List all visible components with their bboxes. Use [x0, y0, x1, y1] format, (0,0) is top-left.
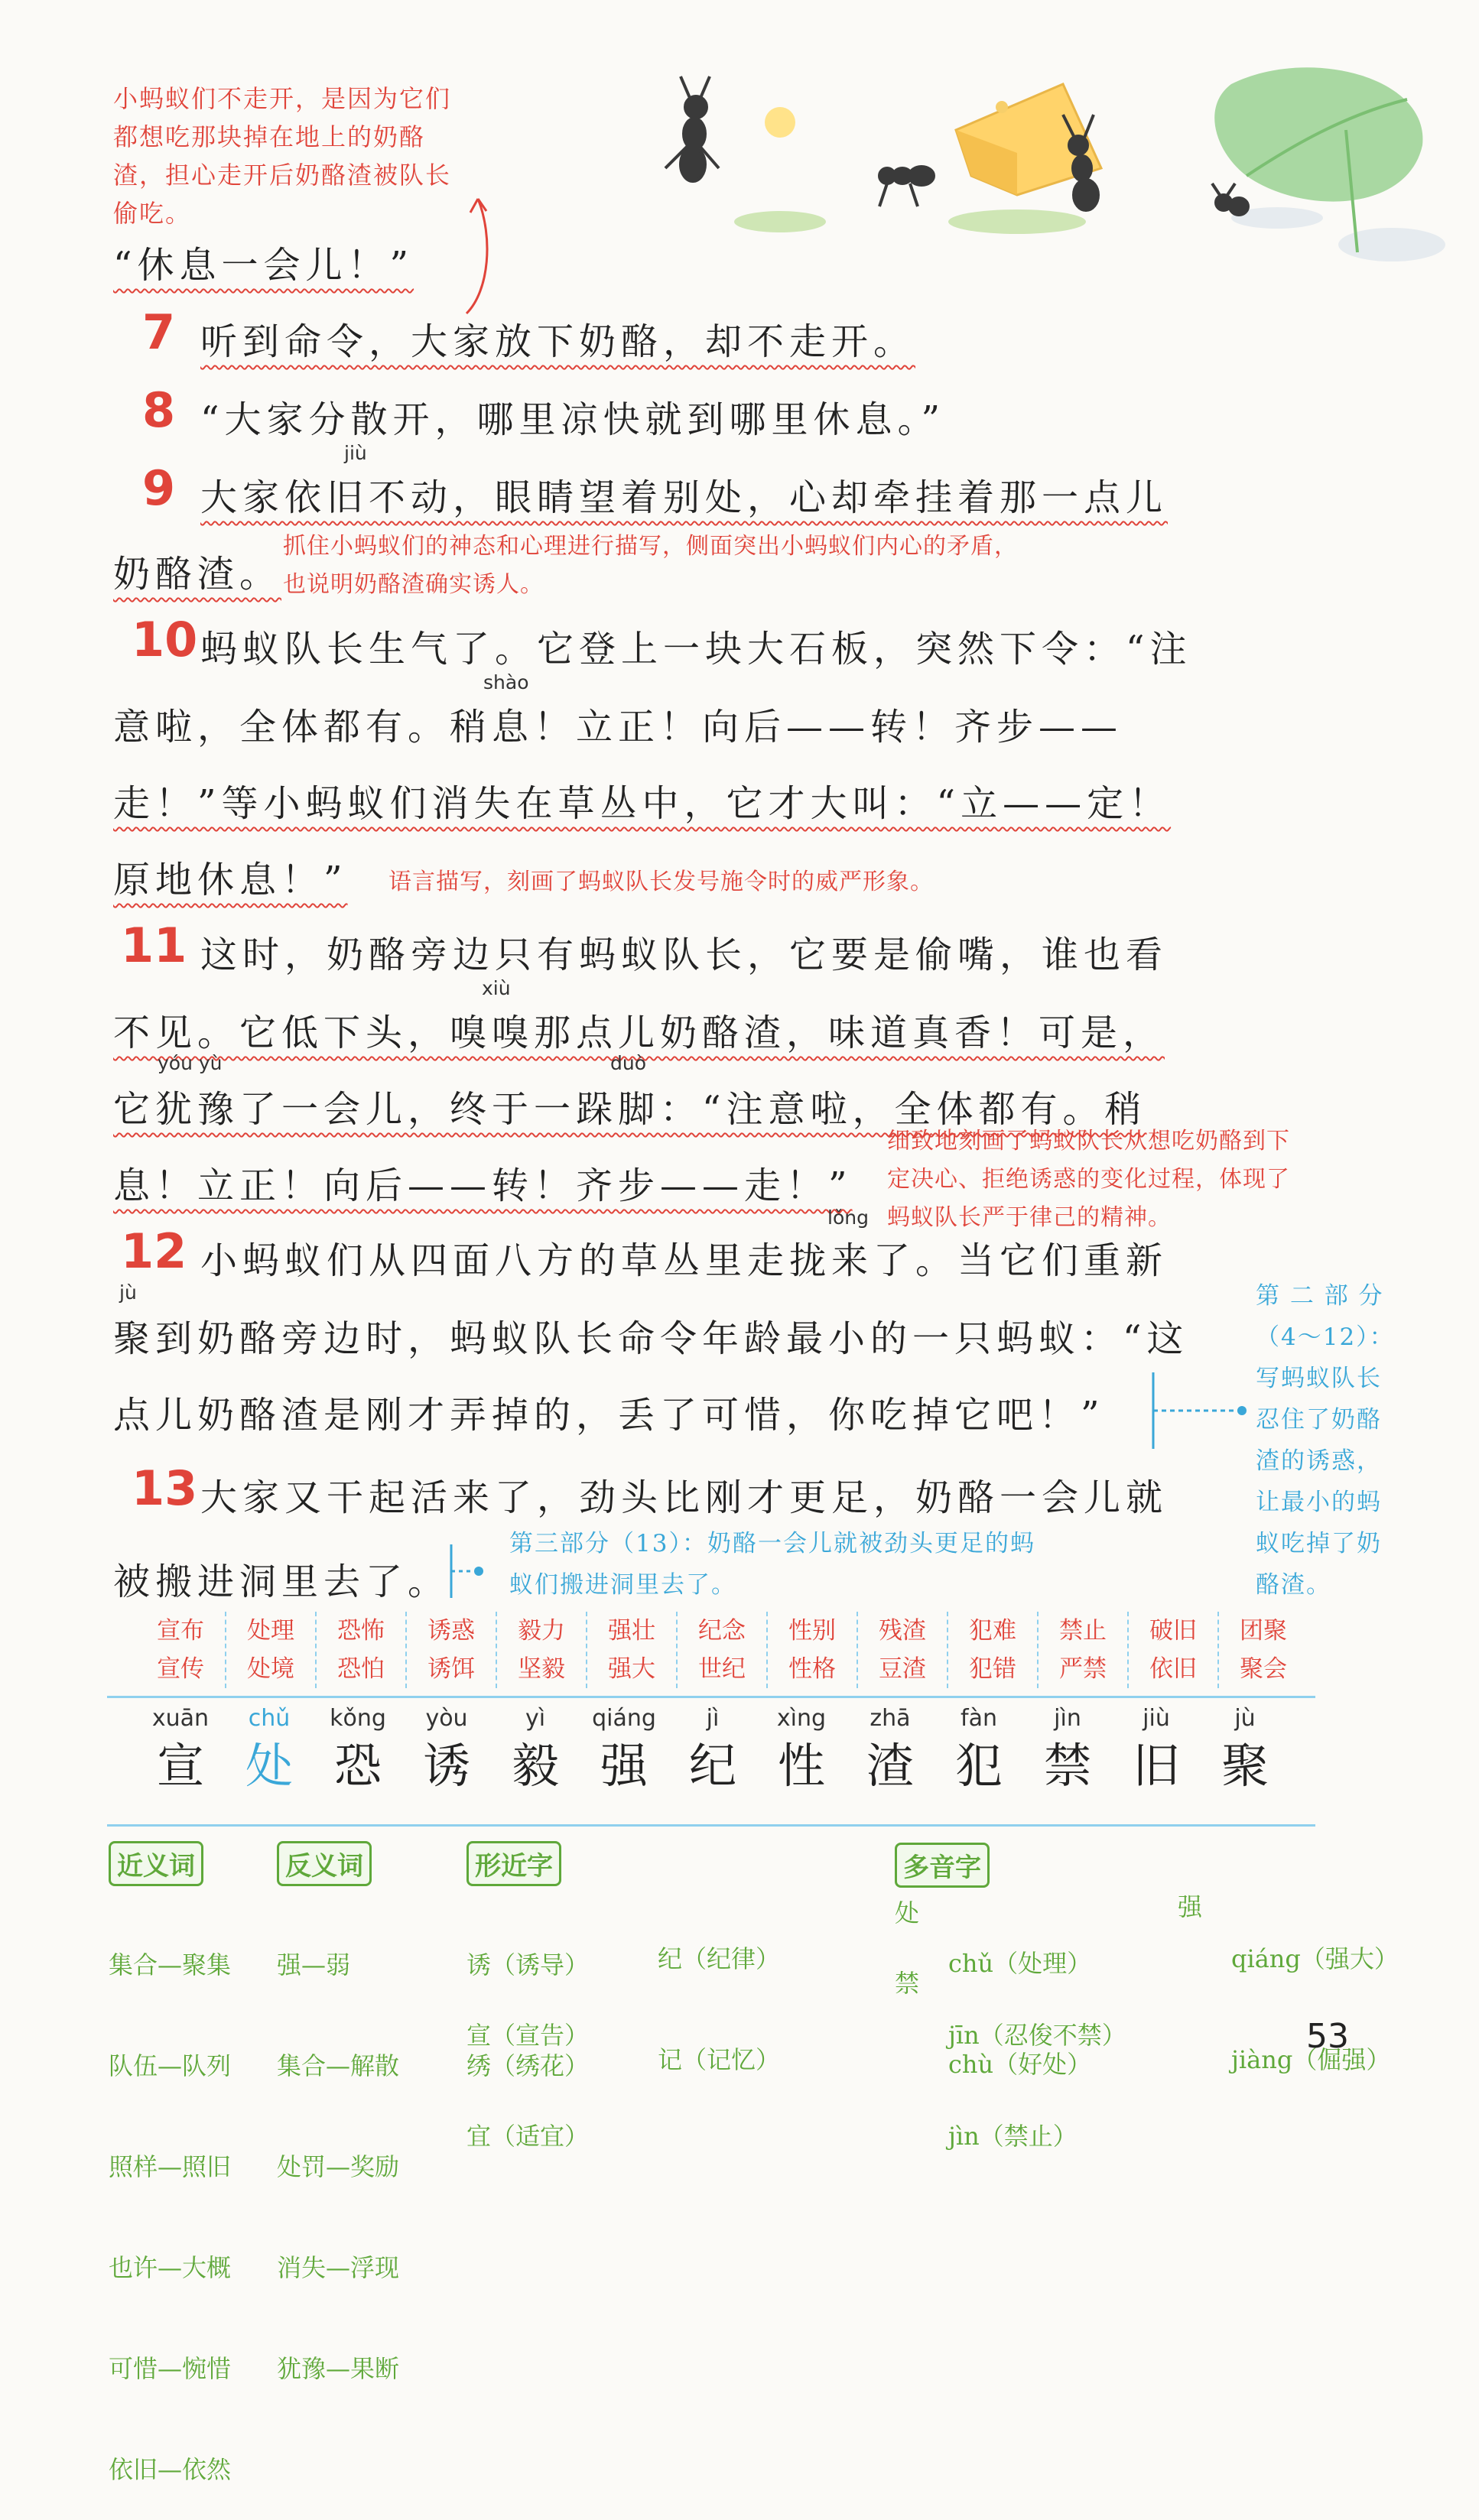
word-column: [1039, 1612, 1129, 1688]
pinyin: jù: [119, 1281, 137, 1304]
paragraph-13-line: 大家又干起活来了，劲头比刚才更足，奶酪一会儿就: [200, 1476, 1169, 1519]
antonym-item: 集合—解散: [277, 2051, 400, 2080]
character-pinyin: xìng: [776, 1705, 827, 1732]
word: 纪念: [698, 1617, 746, 1645]
pinyin: duò: [610, 1052, 647, 1074]
character: 恐: [333, 1738, 382, 1794]
similar-item: 宣（宣告）: [466, 2021, 590, 2050]
character-pinyin: jù: [1234, 1705, 1256, 1732]
part3-annotation: 第三部分（13）：奶酪一会儿就被劲头更足的蚂 蚁们搬进洞里去了。: [509, 1530, 1035, 1599]
similar-item: 绣（绣花）: [466, 2051, 590, 2080]
paragraph-number: 13: [132, 1460, 198, 1516]
synonyms-list: [109, 1881, 231, 2520]
annotation-p10: 语言描写，刻画了蚂蚁队长发号施令时的威严形象。: [388, 869, 934, 895]
part2-annotation: 第 二 部 分 （4～12）： 写蚂蚁队长 忍住了奶酪 渣的诱惑， 让最小的蚂 蚁吃掉了奶 酪渣。: [1256, 1282, 1395, 1599]
character-pinyin: qiáng: [592, 1705, 656, 1732]
word-column: [407, 1612, 497, 1688]
word: 恐怕: [337, 1655, 385, 1683]
pinyin: lǒng: [827, 1206, 869, 1229]
similar-item: 记（记忆）: [658, 2045, 781, 2074]
divider: [107, 1824, 1315, 1827]
character-item: [1023, 1705, 1112, 1797]
character-item: [402, 1705, 491, 1797]
paragraph-number: 12: [121, 1223, 187, 1279]
part3-connector: [436, 1537, 497, 1606]
character-item: [314, 1705, 402, 1797]
word: 残渣: [879, 1617, 926, 1645]
paragraph-11-line: 它犹豫了一会儿，终于一跺脚：“注意啦，全体都有。稍: [113, 1088, 1147, 1131]
synonym-item: 可惜—惋惜: [109, 2354, 232, 2383]
paragraph-8: “大家分散开，哪里凉快就到哪里休息。”: [200, 398, 946, 441]
character: 处: [245, 1738, 293, 1794]
synonym-item: 照样—照旧: [109, 2152, 232, 2181]
character-pinyin: jiù: [1143, 1705, 1170, 1732]
antonym-item: 强—弱: [277, 1950, 351, 1979]
word: 性格: [788, 1655, 836, 1683]
new-characters: [136, 1705, 1289, 1797]
word: 禁止: [1059, 1617, 1107, 1645]
page-number: 53: [1306, 2017, 1349, 2056]
paragraph-11-line: 这时，奶酪旁边只有蚂蚁队长，它要是偷嘴，谁也看: [200, 934, 1169, 976]
similar-item: 纪（纪律）: [658, 1944, 781, 1973]
character-pinyin: yì: [525, 1705, 546, 1732]
word-column: [587, 1612, 678, 1688]
polyphone-readings: [1231, 1875, 1399, 2110]
word-column: [768, 1612, 858, 1688]
antonym-item: 犹豫—果断: [277, 2354, 400, 2383]
word: 强壮: [608, 1617, 655, 1645]
character: 禁: [1043, 1738, 1091, 1794]
paragraph-10-line: 蚂蚁队长生气了。它登上一块大石板，突然下令：“注: [200, 628, 1192, 671]
word-column: [678, 1612, 768, 1688]
paragraph-number: 7: [142, 304, 176, 360]
character-pinyin: xuān: [151, 1705, 210, 1732]
intro-quote: “休息一会儿！”: [113, 244, 414, 287]
synonym-item: 依旧—依然: [109, 2455, 232, 2484]
intro-annotation: 小蚂蚁们不走开，是因为它们 都想吃那块掉在地上的奶酪 渣，担心走开后奶酪渣被队长 偷吃。: [113, 84, 452, 228]
paragraph-11-line: 不见。它低下头，嗅嗅那点儿奶酪渣，味道真香！可是，: [113, 1012, 1165, 1054]
character: 纪: [688, 1738, 736, 1794]
polyphone-char: 强: [1178, 1892, 1203, 1921]
word-column: [858, 1612, 948, 1688]
paragraph-number: 8: [142, 382, 176, 438]
word: 处境: [247, 1655, 294, 1683]
paragraph-10-text: 意啦，全体都有。稍息！立正！向后——转！齐步——: [113, 706, 1123, 749]
part2-bracket: [1147, 1369, 1254, 1453]
polyphone-reading: qiáng（强大）: [1231, 1944, 1399, 1973]
synonym-item: 集合—聚集: [109, 1950, 232, 1979]
polyphone-char: 处: [895, 1898, 920, 1927]
character-pinyin: jìn: [1054, 1705, 1081, 1732]
character: 性: [777, 1738, 825, 1794]
character-item: [491, 1705, 580, 1797]
character: 毅: [511, 1738, 559, 1794]
word-column: [226, 1612, 317, 1688]
word-column: [1219, 1612, 1308, 1688]
character-item: [846, 1705, 935, 1797]
similar-chars-label: 形近字: [466, 1841, 561, 1886]
paragraph-number: 11: [121, 917, 187, 973]
word-column: [136, 1612, 226, 1688]
ants-cheese-illustration: [635, 61, 1461, 291]
synonym-item: 也许—大概: [109, 2253, 232, 2282]
similar-item: 诱（诱导）: [466, 1950, 590, 1979]
word: 诱饵: [427, 1655, 475, 1683]
word: 聚会: [1240, 1655, 1287, 1683]
word: 犯难: [969, 1617, 1016, 1645]
polyphone-reading: jiàng（倔强）: [1231, 2045, 1391, 2074]
antonym-item: 消失—浮现: [277, 2253, 400, 2282]
paragraph-9-line: 大家依旧不动，眼睛望着别处，心却牵挂着那一点儿: [200, 476, 1169, 519]
character: 渣: [866, 1738, 914, 1794]
character-item: [1201, 1705, 1289, 1797]
character-item: [935, 1705, 1023, 1797]
paragraph-9-line: 奶酪渣。: [113, 553, 282, 596]
annotation-p9: 抓住小蚂蚁们的神态和心理进行描写，侧面突出小蚂蚁们内心的矛盾， 也说明奶酪渣确实诱人。: [283, 533, 1018, 598]
word-column: [497, 1612, 587, 1688]
word: 破旧: [1149, 1617, 1197, 1645]
polyphone-reading: jìn（禁止）: [948, 2122, 1078, 2151]
word: 宣布: [157, 1617, 204, 1645]
antonym-item: 处罚—奖励: [277, 2152, 400, 2181]
character-pinyin: zhā: [870, 1705, 911, 1732]
word: 毅力: [518, 1617, 565, 1645]
polyphone-readings: [948, 1951, 1126, 2187]
synonyms-label: 近义词: [109, 1841, 203, 1886]
word: 严禁: [1059, 1655, 1107, 1683]
word: 处理: [247, 1617, 294, 1645]
character: 宣: [156, 1738, 204, 1794]
character-item: [580, 1705, 668, 1797]
character-pinyin: chǔ: [248, 1705, 291, 1732]
pinyin: shào: [483, 671, 529, 693]
paragraph-12-line: 聚到奶酪旁边时，蚂蚁队长命令年龄最小的一只蚂蚁：“这: [113, 1317, 1189, 1360]
character-item: [225, 1705, 314, 1797]
pinyin: yóu yù: [158, 1052, 223, 1074]
character: 聚: [1221, 1738, 1269, 1794]
divider: [107, 1696, 1315, 1698]
paragraph-12-line: 点儿奶酪渣是刚才弄掉的，丢了可惜，你吃掉它吧！”: [113, 1394, 1105, 1437]
word: 豆渣: [879, 1655, 926, 1683]
character: 旧: [1132, 1738, 1180, 1794]
paragraph-13-line: 被搬进洞里去了。: [113, 1560, 450, 1603]
polyphone-reading: jīn（忍俊不禁）: [948, 2021, 1126, 2050]
word: 团聚: [1240, 1617, 1287, 1645]
similar-group: [658, 1875, 780, 2110]
character-item: [136, 1705, 225, 1797]
polyphone-reading: chù（好处）: [948, 2050, 1092, 2079]
character-pinyin: jì: [706, 1705, 720, 1732]
pinyin: jiù: [344, 442, 367, 464]
word: 依旧: [1149, 1655, 1197, 1683]
polyphones-label: 多音字: [895, 1843, 990, 1888]
word-column: [317, 1612, 407, 1688]
paragraph-number: 9: [142, 460, 176, 516]
intro-arrow: [459, 191, 505, 321]
word-column: [1129, 1612, 1219, 1688]
word: 性别: [788, 1617, 836, 1645]
paragraph-12-line: 小蚂蚁们从四面八方的草丛里走拢来了。当它们重新: [200, 1239, 1169, 1282]
character: 犯: [954, 1738, 1003, 1794]
word: 恐怖: [337, 1617, 385, 1645]
word: 宣传: [157, 1655, 204, 1683]
word-table: [136, 1612, 1308, 1688]
annotation-p11: 细致地刻画了蚂蚁队长从想吃奶酪到下 定决心、拒绝诱惑的变化过程，体现了 蚂蚁队长严于律己的精神。: [887, 1128, 1290, 1231]
antonyms-label: 反义词: [277, 1841, 372, 1886]
paragraph-7: 听到命令，大家放下奶酪，却不走开。: [200, 320, 916, 363]
word: 坚毅: [518, 1655, 565, 1683]
character-item: [757, 1705, 846, 1797]
synonym-item: 队伍—队列: [109, 2051, 232, 2080]
paragraph-11-line: 息！立正！向后——转！齐步——走！”: [113, 1164, 853, 1207]
polyphone-char: 禁: [895, 1969, 920, 1998]
polyphone-reading: chǔ（处理）: [948, 1949, 1092, 1978]
character-pinyin: kǒng: [330, 1705, 386, 1732]
word: 犯错: [969, 1655, 1016, 1683]
paragraph-10-line: [113, 697, 1123, 750]
paragraph-number: 10: [132, 612, 198, 667]
character-item: [1112, 1705, 1201, 1797]
character: 强: [600, 1738, 648, 1794]
word: 诱惑: [427, 1617, 475, 1645]
word: 强大: [608, 1655, 655, 1683]
antonyms-list: [277, 1881, 399, 2419]
similar-item: 宜（适宜）: [466, 2122, 590, 2151]
character-item: [668, 1705, 757, 1797]
word: 世纪: [698, 1655, 746, 1683]
character: 诱: [422, 1738, 470, 1794]
character-pinyin: fàn: [961, 1705, 997, 1732]
similar-group: [466, 1951, 589, 2187]
paragraph-10-line: 原地休息！”: [113, 859, 348, 901]
word-column: [948, 1612, 1039, 1688]
pinyin: xiù: [482, 977, 511, 999]
character-pinyin: yòu: [425, 1705, 468, 1732]
paragraph-10-line: 走！”等小蚂蚁们消失在草丛中，它才大叫：“立——定！: [113, 782, 1172, 825]
